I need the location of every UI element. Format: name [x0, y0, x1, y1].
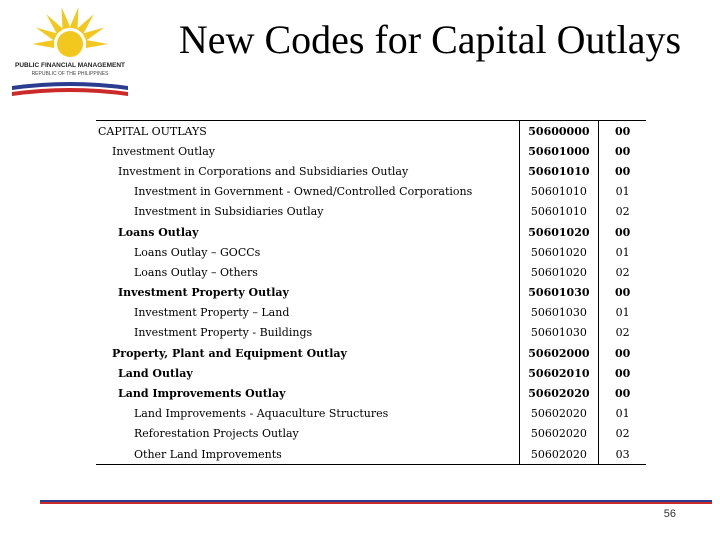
- sub-code: 00: [614, 144, 631, 158]
- sub-code: 02: [615, 326, 630, 340]
- logo-text-line2: REPUBLIC OF THE PHILIPPINES: [31, 71, 109, 77]
- sub-code: 00: [614, 225, 631, 239]
- account-title: Land Improvements Outlay: [118, 387, 286, 401]
- account-title: Loans Outlay: [118, 225, 199, 239]
- account-code: 50602020: [519, 404, 599, 424]
- table-row: [96, 161, 646, 181]
- table-row: [96, 424, 646, 444]
- table-row: [96, 121, 646, 142]
- account-title: Other Land Improvements: [96, 444, 519, 465]
- account-code: 50601020: [519, 262, 599, 282]
- sub-code: 02: [615, 205, 630, 219]
- page-title: New Codes for Capital Outlays: [178, 17, 682, 62]
- account-title: Loans Outlay – GOCCs: [134, 245, 261, 259]
- sub-code: 00: [614, 387, 631, 401]
- sub-code: 00: [599, 121, 646, 142]
- account-title: Investment Property – Land: [134, 306, 290, 320]
- sub-code: 01: [615, 245, 630, 259]
- account-code: 50601020: [519, 242, 599, 262]
- pfm-logo: [2, 2, 138, 112]
- table-row: [96, 262, 646, 282]
- sub-code: 00: [614, 164, 631, 178]
- account-code: 50601020: [519, 222, 599, 242]
- table-row: [96, 404, 646, 424]
- sun-emblem-icon: [2, 2, 138, 112]
- account-title: Investment Property Outlay: [118, 286, 289, 300]
- table-row: [96, 343, 646, 363]
- account-code: 50602020: [519, 444, 599, 465]
- account-title: Land Outlay: [118, 366, 193, 380]
- account-code: 50600000: [519, 121, 599, 142]
- account-code: 50601010: [519, 202, 599, 222]
- page-number: 56: [663, 508, 676, 520]
- account-title: Loans Outlay – Others: [134, 265, 258, 279]
- account-title: Investment Property - Buildings: [134, 326, 313, 340]
- table-row: [96, 323, 646, 343]
- account-code: 50601030: [519, 283, 599, 303]
- sub-code: 00: [614, 286, 631, 300]
- account-code: 50601010: [519, 161, 599, 181]
- account-title: Reforestation Projects Outlay: [134, 427, 299, 441]
- account-title: Investment Outlay: [112, 144, 215, 158]
- account-title: Investment in Corporations and Subsidiaries Outlay: [118, 164, 409, 178]
- account-code: 50601000: [519, 141, 599, 161]
- account-title: Property, Plant and Equipment Outlay: [112, 346, 347, 360]
- sub-code: 00: [614, 366, 631, 380]
- account-title: Investment in Government - Owned/Controlled Corporations: [134, 185, 473, 199]
- account-title: Investment in Subsidiaries Outlay: [134, 205, 324, 219]
- account-code: 50602000: [519, 343, 599, 363]
- table-row: [96, 283, 646, 303]
- table-row: [96, 202, 646, 222]
- table-row: [96, 444, 646, 465]
- sub-code: 01: [615, 407, 630, 421]
- capital-outlays-table: [96, 120, 646, 465]
- table-row: [96, 182, 646, 202]
- logo-text-line1: PUBLIC FINANCIAL MANAGEMENT: [14, 62, 125, 69]
- sub-code: 00: [614, 346, 631, 360]
- account-code: 50602020: [519, 424, 599, 444]
- account-code: 50601030: [519, 303, 599, 323]
- account-title: CAPITAL OUTLAYS: [96, 121, 519, 142]
- account-code: 50602010: [519, 363, 599, 383]
- footer-divider: [40, 500, 712, 504]
- table-row: [96, 363, 646, 383]
- account-code: 50601030: [519, 323, 599, 343]
- sub-code: 02: [615, 427, 630, 441]
- account-title: Land Improvements - Aquaculture Structures: [134, 407, 389, 421]
- account-code: 50602020: [519, 383, 599, 403]
- sub-code: 01: [615, 185, 630, 199]
- account-code: 50601010: [519, 182, 599, 202]
- table-row: [96, 222, 646, 242]
- sub-code: 02: [615, 265, 630, 279]
- table-row: [96, 242, 646, 262]
- sub-code: 01: [615, 306, 630, 320]
- table-row: [96, 141, 646, 161]
- table-row: [96, 303, 646, 323]
- table-row: [96, 383, 646, 403]
- sub-code: 03: [599, 444, 646, 465]
